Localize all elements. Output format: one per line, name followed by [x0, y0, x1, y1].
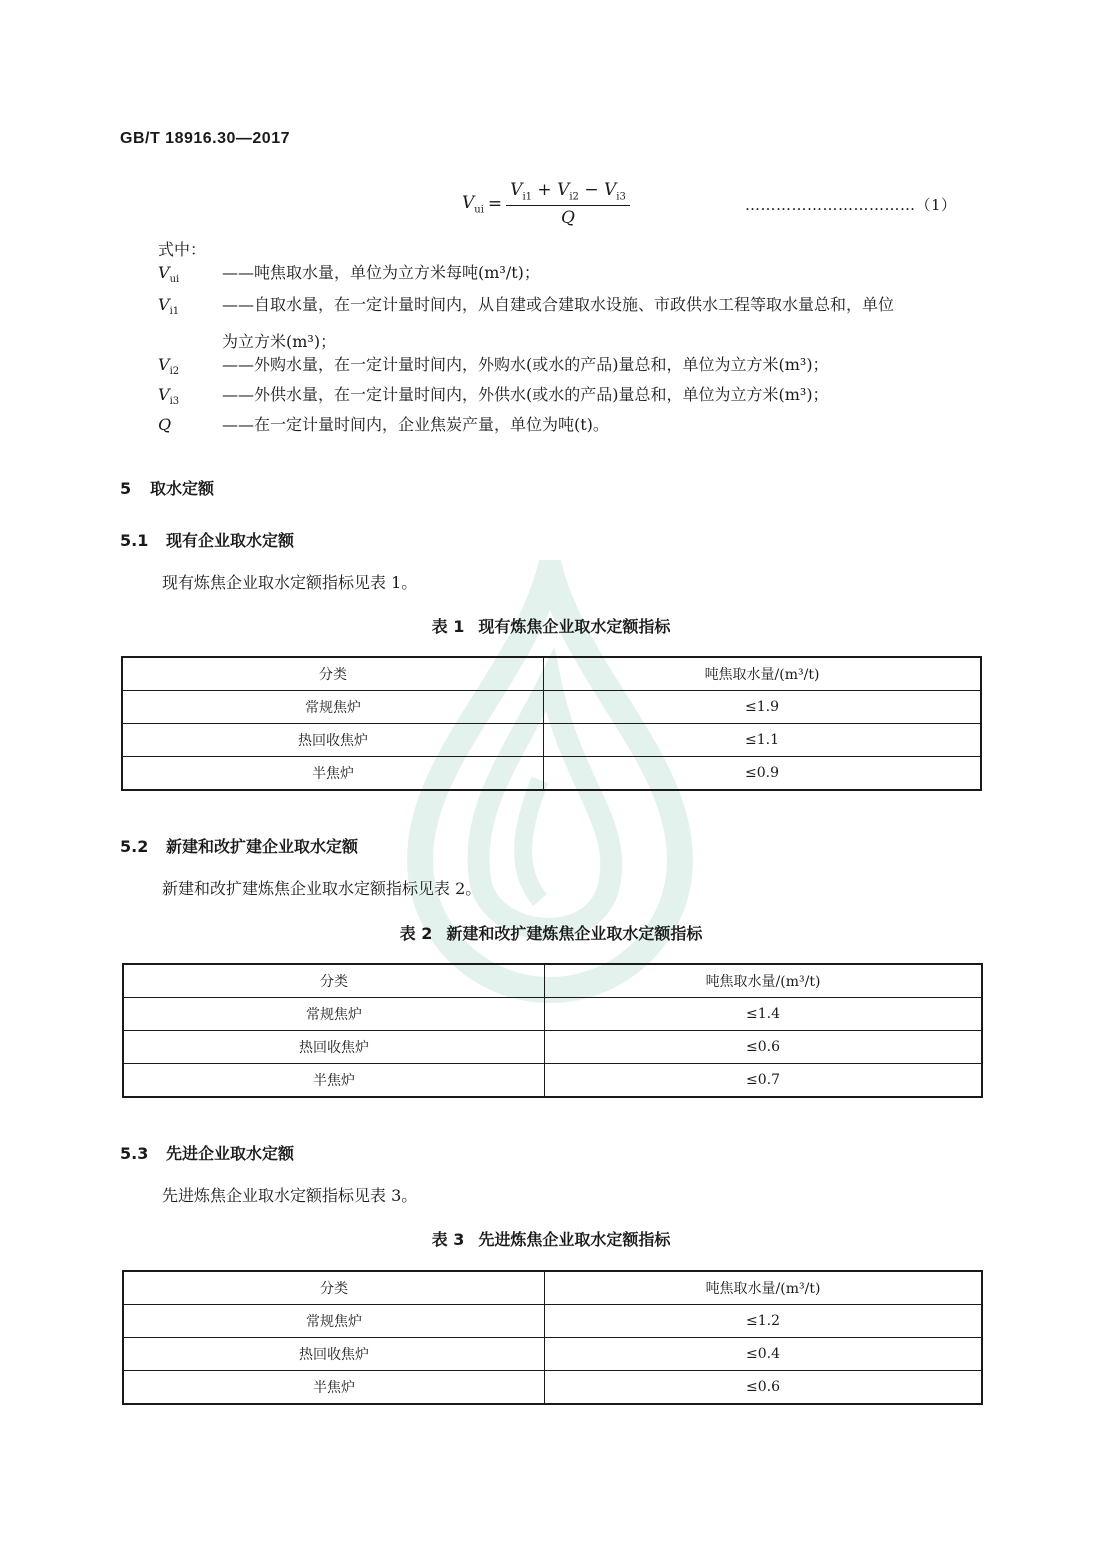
table-row: 热回收焦炉 ≤0.6: [123, 1031, 982, 1064]
section-5-1-paragraph: 现有炼焦企业取水定额指标见表 1。: [162, 573, 418, 592]
table-1: [121, 656, 982, 791]
table-header-row: 分类 吨焦取水量/(m³/t): [122, 657, 981, 691]
table-2-caption: 表 2 新建和改扩建炼焦企业取水定额指标: [399, 924, 703, 943]
table-row: 常规焦炉 ≤1.2: [123, 1305, 982, 1338]
table-1-caption: 表 1 现有炼焦企业取水定额指标: [431, 617, 671, 636]
definition-vi1-continued: 为立方米(m³)；: [222, 332, 337, 352]
definition-vi2: $V_{i2}$ ——外购水量，在一定计量时间内，外购水(或水的产品)量总和，单位为立方米(m³)；: [158, 355, 829, 378]
section-5-2-paragraph: 新建和改扩建炼焦企业取水定额指标见表 2。: [162, 879, 482, 898]
formula-denominator: Q: [561, 208, 575, 229]
table-header-row: 分类 吨焦取水量/(m³/t): [123, 964, 982, 998]
table-row: 半焦炉 ≤0.9: [122, 757, 981, 791]
formula-fraction: [506, 180, 630, 228]
table-row: 常规焦炉 ≤1.4: [123, 998, 982, 1031]
formula-equals: =: [487, 194, 503, 215]
definition-q: Q ——在一定计量时间内，企业焦炭产量，单位为吨(t)。: [158, 415, 609, 434]
section-5-3-paragraph: 先进炼焦企业取水定额指标见表 3。: [162, 1186, 418, 1205]
formula-lhs: $V_{ui}$: [462, 193, 484, 216]
table-row: 常规焦炉 ≤1.9: [122, 691, 981, 724]
table-row: 热回收焦炉 ≤1.1: [122, 724, 981, 757]
definition-vi3: $V_{i3}$ ——外供水量，在一定计量时间内，外供水(或水的产品)量总和，单位为立方米(m³)；: [158, 385, 829, 408]
section-5-3-heading: 5.3 先进企业取水定额: [120, 1144, 295, 1163]
table-row: 热回收焦炉 ≤0.4: [123, 1338, 982, 1371]
section-5-heading: 5 取水定额: [120, 479, 215, 498]
definition-vui: $V_{ui}$ ——吨焦取水量，单位为立方米每吨(m³/t)；: [158, 263, 540, 286]
where-label: 式中：: [158, 240, 207, 259]
standard-code-header: GB/T 18916.30—2017: [120, 130, 290, 147]
table-3: [122, 1270, 983, 1405]
formula-numerator: $V_{i1} + V_{i2} - V_{i3}$: [506, 180, 630, 206]
table-row: 半焦炉 ≤0.6: [123, 1371, 982, 1405]
section-5-2-heading: 5.2 新建和改扩建企业取水定额: [120, 837, 359, 856]
definition-vi1: $V_{i1}$ ——自取水量，在一定计量时间内，从自建或合建取水设施、市政供水工程等取水量总和，单位 为立方米(m³)；: [158, 290, 988, 357]
equation-number: ……………………………（1）: [745, 196, 957, 214]
table-2: [122, 963, 983, 1098]
table-header-row: 分类 吨焦取水量/(m³/t): [123, 1271, 982, 1305]
section-5-1-heading: 5.1 现有企业取水定额: [120, 531, 295, 550]
formula-1: [462, 180, 630, 228]
table-row: 半焦炉 ≤0.7: [123, 1064, 982, 1098]
table-3-caption: 表 3 先进炼焦企业取水定额指标: [431, 1230, 671, 1249]
